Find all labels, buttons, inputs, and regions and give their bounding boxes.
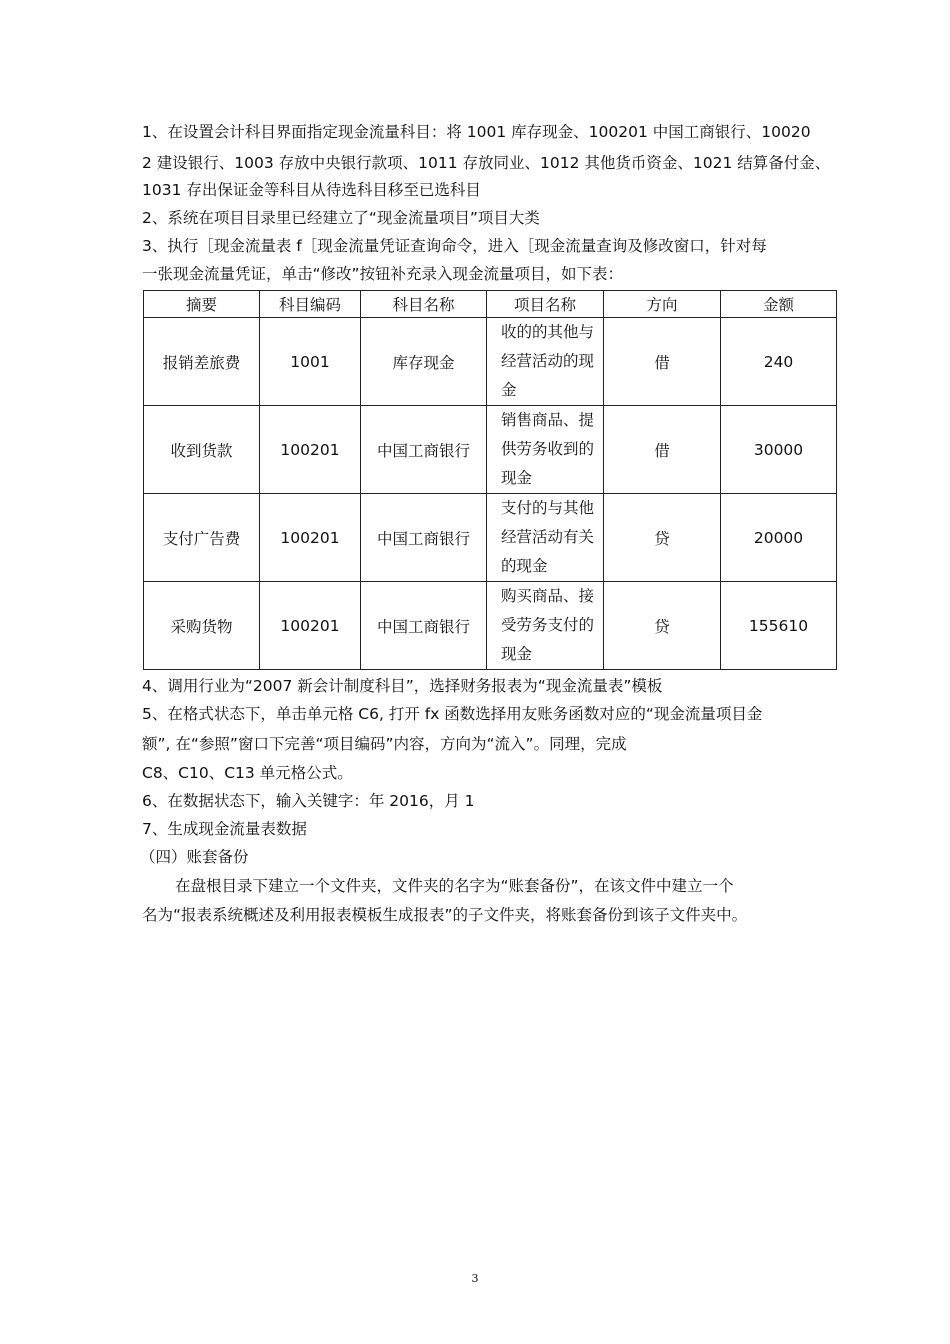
header-amount: 金额: [721, 291, 837, 318]
cell-amount: 30000: [721, 406, 837, 494]
header-account-code: 科目编码: [260, 291, 361, 318]
text-line: 5、在格式状态下，单击单元格 C6, 打开 fx 函数选择用友账务函数对应的“现金流量项目金: [142, 705, 763, 723]
header-account-name: 科目名称: [361, 291, 487, 318]
cell-account-name: 中国工商银行: [361, 582, 487, 670]
section-heading: （四）账套备份: [140, 848, 249, 866]
cell-amount: 240: [721, 318, 837, 406]
cell-amount: 155610: [721, 582, 837, 670]
text-line: 额”, 在“参照”窗口下完善“项目编码”内容，方向为“流入”。同理，完成: [142, 735, 627, 753]
table-row: [144, 406, 837, 494]
cell-account-code: 100201: [260, 582, 361, 670]
cell-summary: 采购货物: [144, 582, 260, 670]
cell-direction: 借: [604, 318, 721, 406]
text-line: 在盘根目录下建立一个文件夹，文件夹的名字为“账套备份”，在该文件中建立一个: [175, 877, 734, 895]
cell-project-name: 收的的其他与经营活动的现金: [487, 318, 604, 406]
text-line: 4、调用行业为“2007 新会计制度科目”，选择财务报表为“现金流量表”模板: [142, 677, 663, 695]
cell-account-name: 库存现金: [361, 318, 487, 406]
cell-project-name: 购买商品、接受劳务支付的现金: [487, 582, 604, 670]
cell-account-name: 中国工商银行: [361, 406, 487, 494]
header-summary: 摘要: [144, 291, 260, 318]
cell-summary: 收到货款: [144, 406, 260, 494]
cell-summary: 支付广告费: [144, 494, 260, 582]
text-line: 1、在设置会计科目界面指定现金流量科目：将 1001 库存现金、100201 中国工商银行、10020: [142, 123, 811, 141]
cell-account-code: 1001: [260, 318, 361, 406]
cell-direction: 借: [604, 406, 721, 494]
text-line: 7、生成现金流量表数据: [142, 820, 307, 838]
cell-direction: 贷: [604, 494, 721, 582]
table-row: [144, 582, 837, 670]
cell-summary: 报销差旅费: [144, 318, 260, 406]
cell-account-name: 中国工商银行: [361, 494, 487, 582]
text-line: 2、系统在项目目录里已经建立了“现金流量项目”项目大类: [142, 209, 540, 227]
text-line: 2 建设银行、1003 存放中央银行款项、1011 存放同业、1012 其他货币资金、1021 结算备付金、: [142, 154, 831, 172]
cell-account-code: 100201: [260, 406, 361, 494]
cell-project-name: 销售商品、提供劳务收到的现金: [487, 406, 604, 494]
header-direction: 方向: [604, 291, 721, 318]
cell-project-name: 支付的与其他经营活动有关的现金: [487, 494, 604, 582]
text-line: 3、执行［现金流量表 f［现金流量凭证查询命令，进入［现金流量查询及修改窗口，针对每: [142, 237, 767, 255]
table-row: [144, 318, 837, 406]
cell-amount: 20000: [721, 494, 837, 582]
cell-direction: 贷: [604, 582, 721, 670]
page-number: 3: [471, 1272, 479, 1285]
text-line: 6、在数据状态下，输入关键字：年 2016，月 1: [142, 792, 475, 810]
header-project-name: 项目名称: [487, 291, 604, 318]
table-header-row: [144, 291, 837, 318]
text-line: 名为“报表系统概述及利用报表模板生成报表”的子文件夹，将账套备份到该子文件夹中。: [142, 906, 748, 924]
table-row: [144, 494, 837, 582]
text-line: 一张现金流量凭证，单击“修改”按钮补充录入现金流量项目，如下表：: [142, 265, 624, 283]
text-line: 1031 存出保证金等科目从待选科目移至已选科目: [142, 181, 481, 199]
cell-account-code: 100201: [260, 494, 361, 582]
cash-flow-table: [143, 290, 837, 670]
text-line: C8、C10、C13 单元格公式。: [142, 764, 353, 782]
